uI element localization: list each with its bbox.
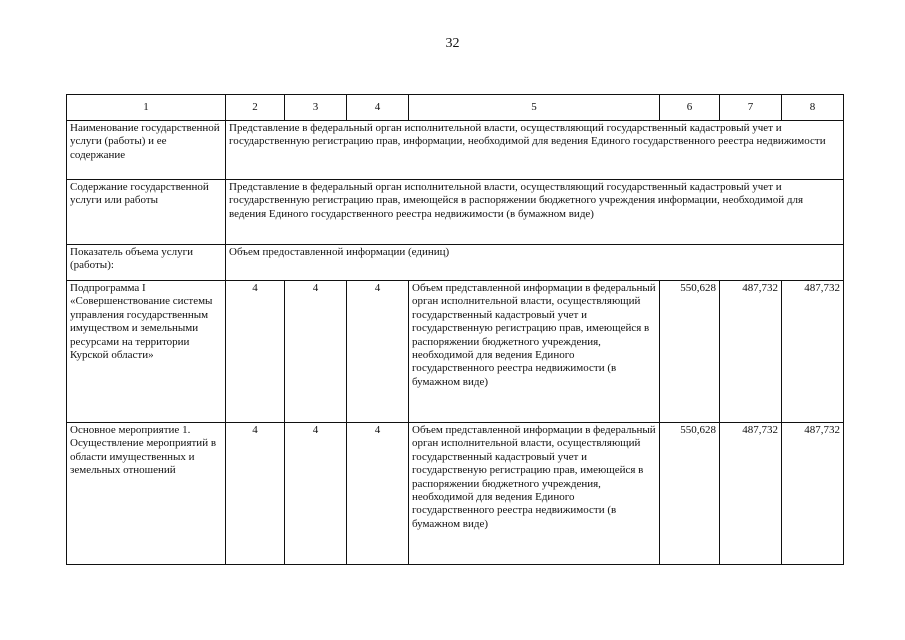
service-name-label: Наименование государственной услуги (работы) и ее содержание: [67, 121, 226, 180]
indicator-row: [67, 245, 844, 281]
header-cell-2: 2: [226, 95, 285, 121]
page-number: 32: [445, 36, 460, 51]
service-name-text: Представление в федеральный орган исполнительной власти, осуществляющий государственный кадастровый учет и государственную регистрацию прав, информации, необходимой для ведения Единого государственного реестра недвижимости: [226, 121, 844, 180]
header-cell-3: 3: [285, 95, 347, 121]
header-cell-5: 5: [409, 95, 660, 121]
row-col-3: 4: [285, 423, 347, 565]
row-col-4: 4: [347, 281, 409, 423]
program-table: [66, 94, 844, 565]
row-description: Объем представленной информации в федеральный орган исполнительной власти, осуществляющий государственный кадастровый учет и государственную регистрацию прав, имеющейся в распоряжении бюджетного учреждения, необходимой для ведения Единого государственного реестра недвижимости (в бумажном виде): [409, 281, 660, 423]
header-cell-6: 6: [660, 95, 720, 121]
row-col-8: 487,732: [782, 423, 844, 565]
row-name: Подпрограмма I «Совершенствование системы управления государственным имуществом и земельными ресурсами на территории Курской области»: [67, 281, 226, 423]
table-row: [67, 281, 844, 423]
row-col-6: 550,628: [660, 281, 720, 423]
service-name-row: [67, 121, 844, 180]
row-description: Объем представленной информации в федеральный орган исполнительной власти, осуществляющий государственный кадастровый учет и государственую регистрацию прав, имеющейся в распоряжении бюджетного учреждения, необходимой для ведения Единого государственного реестра недвижимости (в бумажном виде): [409, 423, 660, 565]
row-col-3: 4: [285, 281, 347, 423]
row-col-6: 550,628: [660, 423, 720, 565]
indicator-text: Объем предоставленной информации (единиц): [226, 245, 844, 281]
row-col-2: 4: [226, 423, 285, 565]
header-cell-4: 4: [347, 95, 409, 121]
row-col-8: 487,732: [782, 281, 844, 423]
table-header-row: [67, 95, 844, 121]
header-cell-1: 1: [67, 95, 226, 121]
table-row: [67, 423, 844, 565]
row-col-4: 4: [347, 423, 409, 565]
service-content-label: Содержание государственной услуги или работы: [67, 180, 226, 245]
service-content-row: [67, 180, 844, 245]
header-cell-7: 7: [720, 95, 782, 121]
row-col-7: 487,732: [720, 423, 782, 565]
service-content-text: Представление в федеральный орган исполнительной власти, осуществляющий государственный кадастровый учет и государственную регистрацию прав, имеющейся в распоряжении бюджетного учреждения информации, необходимой для ведения Единого государственного реестра недвижимости (в бумажном виде): [226, 180, 844, 245]
row-col-7: 487,732: [720, 281, 782, 423]
header-cell-8: 8: [782, 95, 844, 121]
row-name: Основное мероприятие 1. Осуществление мероприятий в области имущественных и земельных отношений: [67, 423, 226, 565]
row-col-2: 4: [226, 281, 285, 423]
indicator-label: Показатель объема услуги (работы):: [67, 245, 226, 281]
